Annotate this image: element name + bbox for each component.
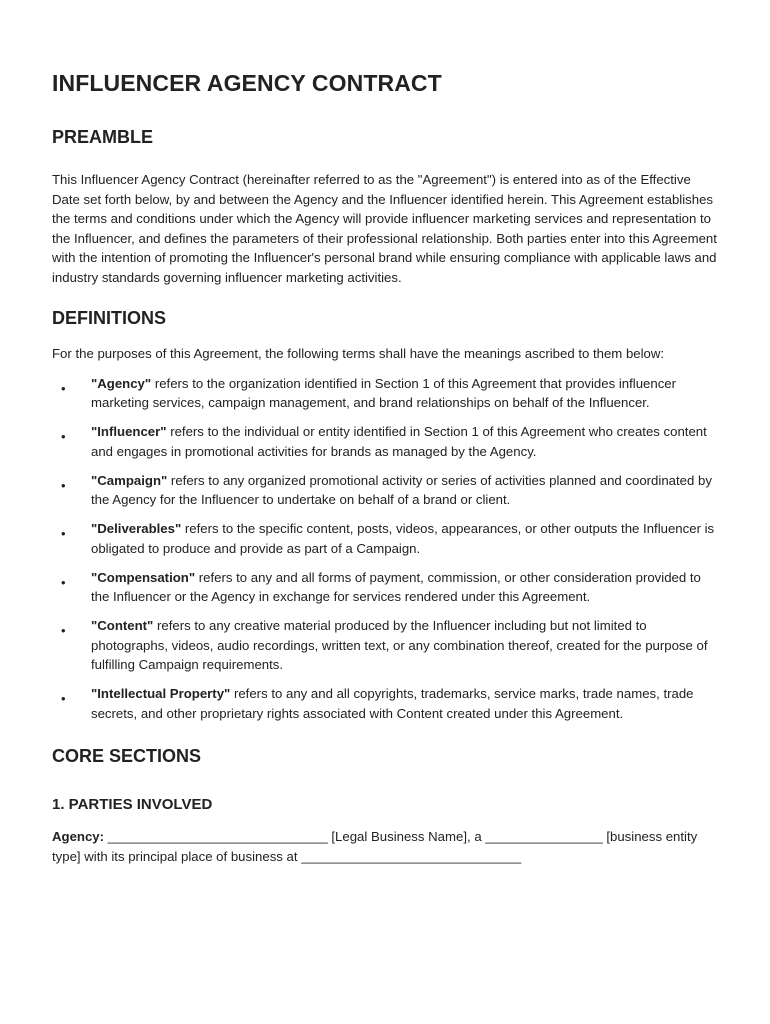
definition-item <box>52 616 718 675</box>
definition-item <box>52 684 718 723</box>
bullet-icon: • <box>61 380 66 396</box>
definition-item <box>52 471 718 510</box>
preamble-heading: PREAMBLE <box>52 127 154 147</box>
definition-term: "Content" <box>91 618 154 633</box>
definition-text: refers to any and all forms of payment, commission, or other consideration provided to the Influencer or the Agency in exchange for services rendered under this Agreement. <box>91 569 701 604</box>
definition-term: "Intellectual Property" <box>91 686 231 701</box>
definition-term: "Compensation" <box>91 569 196 585</box>
definition-item <box>52 519 718 558</box>
bullet-icon: • <box>61 526 66 541</box>
preamble-text: This Influencer Agency Contract (hereinafter referred to as the "Agreement") is entered into as of the Effective Date set forth below, by and between the Agency and the Influencer identified herein. This Agreement establishes the terms and conditions under which the Agency will provide influencer marketing services and representation to the Influencer, and defines the parameters of their professional relationship. Both parties enter into this Agreement with the intention of promoting the Influencer's personal brand while ensuring compliance with applicable laws and industry standards governing influencer marketing activities. <box>52 172 717 285</box>
definition-text: refers to any organized promotional activity or series of activities planned and coordinated by the Agency for the Influencer to undertake on behalf of a brand or client. <box>91 472 712 507</box>
definitions-heading: DEFINITIONS <box>52 308 167 328</box>
document-title: INFLUENCER AGENCY CONTRACT <box>52 70 442 96</box>
definition-text: refers to the organization identified in Section 1 of this Agreement that provides influencer marketing services, campaign management, and brand relationships on behalf of the Influencer. <box>91 375 677 410</box>
bullet-icon: • <box>61 623 66 638</box>
bullet-icon: • <box>61 691 66 706</box>
agency-line-text: ______________________________ [Legal Business Name], a ________________ [business entity type] with its principal place of business at ______________________________ <box>52 829 698 864</box>
definitions-list <box>52 374 718 724</box>
definition-text: refers to any creative material produced by the Influencer including but not limited to photographs, videos, audio recordings, written text, or any combination thereof, created for the purpose of fulfilling Campaign requirements. <box>91 618 708 672</box>
definition-text: refers to the specific content, posts, videos, appearances, or other outputs the Influencer is obligated to produce and provide as part of a Campaign. <box>91 521 715 556</box>
bullet-icon: • <box>61 429 66 444</box>
bullet-icon: • <box>61 477 66 493</box>
definition-item <box>52 568 718 607</box>
agency-clause <box>52 827 718 866</box>
definition-term: "Agency" <box>91 375 152 391</box>
definition-item <box>52 422 718 461</box>
definition-item <box>52 374 718 413</box>
agency-label: Agency: <box>52 829 105 844</box>
definition-term: "Deliverables" <box>91 521 182 536</box>
parties-heading: 1. PARTIES INVOLVED <box>52 796 213 813</box>
definition-term: "Campaign" <box>91 472 168 488</box>
definitions-intro: For the purposes of this Agreement, the following terms shall have the meanings ascribed to them below: <box>52 346 665 361</box>
definition-term: "Influencer" <box>91 424 167 439</box>
bullet-icon: • <box>61 574 66 590</box>
core-sections-heading: CORE SECTIONS <box>52 746 202 766</box>
definition-text: refers to any and all copyrights, trademarks, service marks, trade names, trade secrets, and other proprietary rights associated with Content created under this Agreement. <box>91 686 694 721</box>
definition-text: refers to the individual or entity identified in Section 1 of this Agreement who creates content and engages in promotional activities for brands as managed by the Agency. <box>91 424 707 459</box>
